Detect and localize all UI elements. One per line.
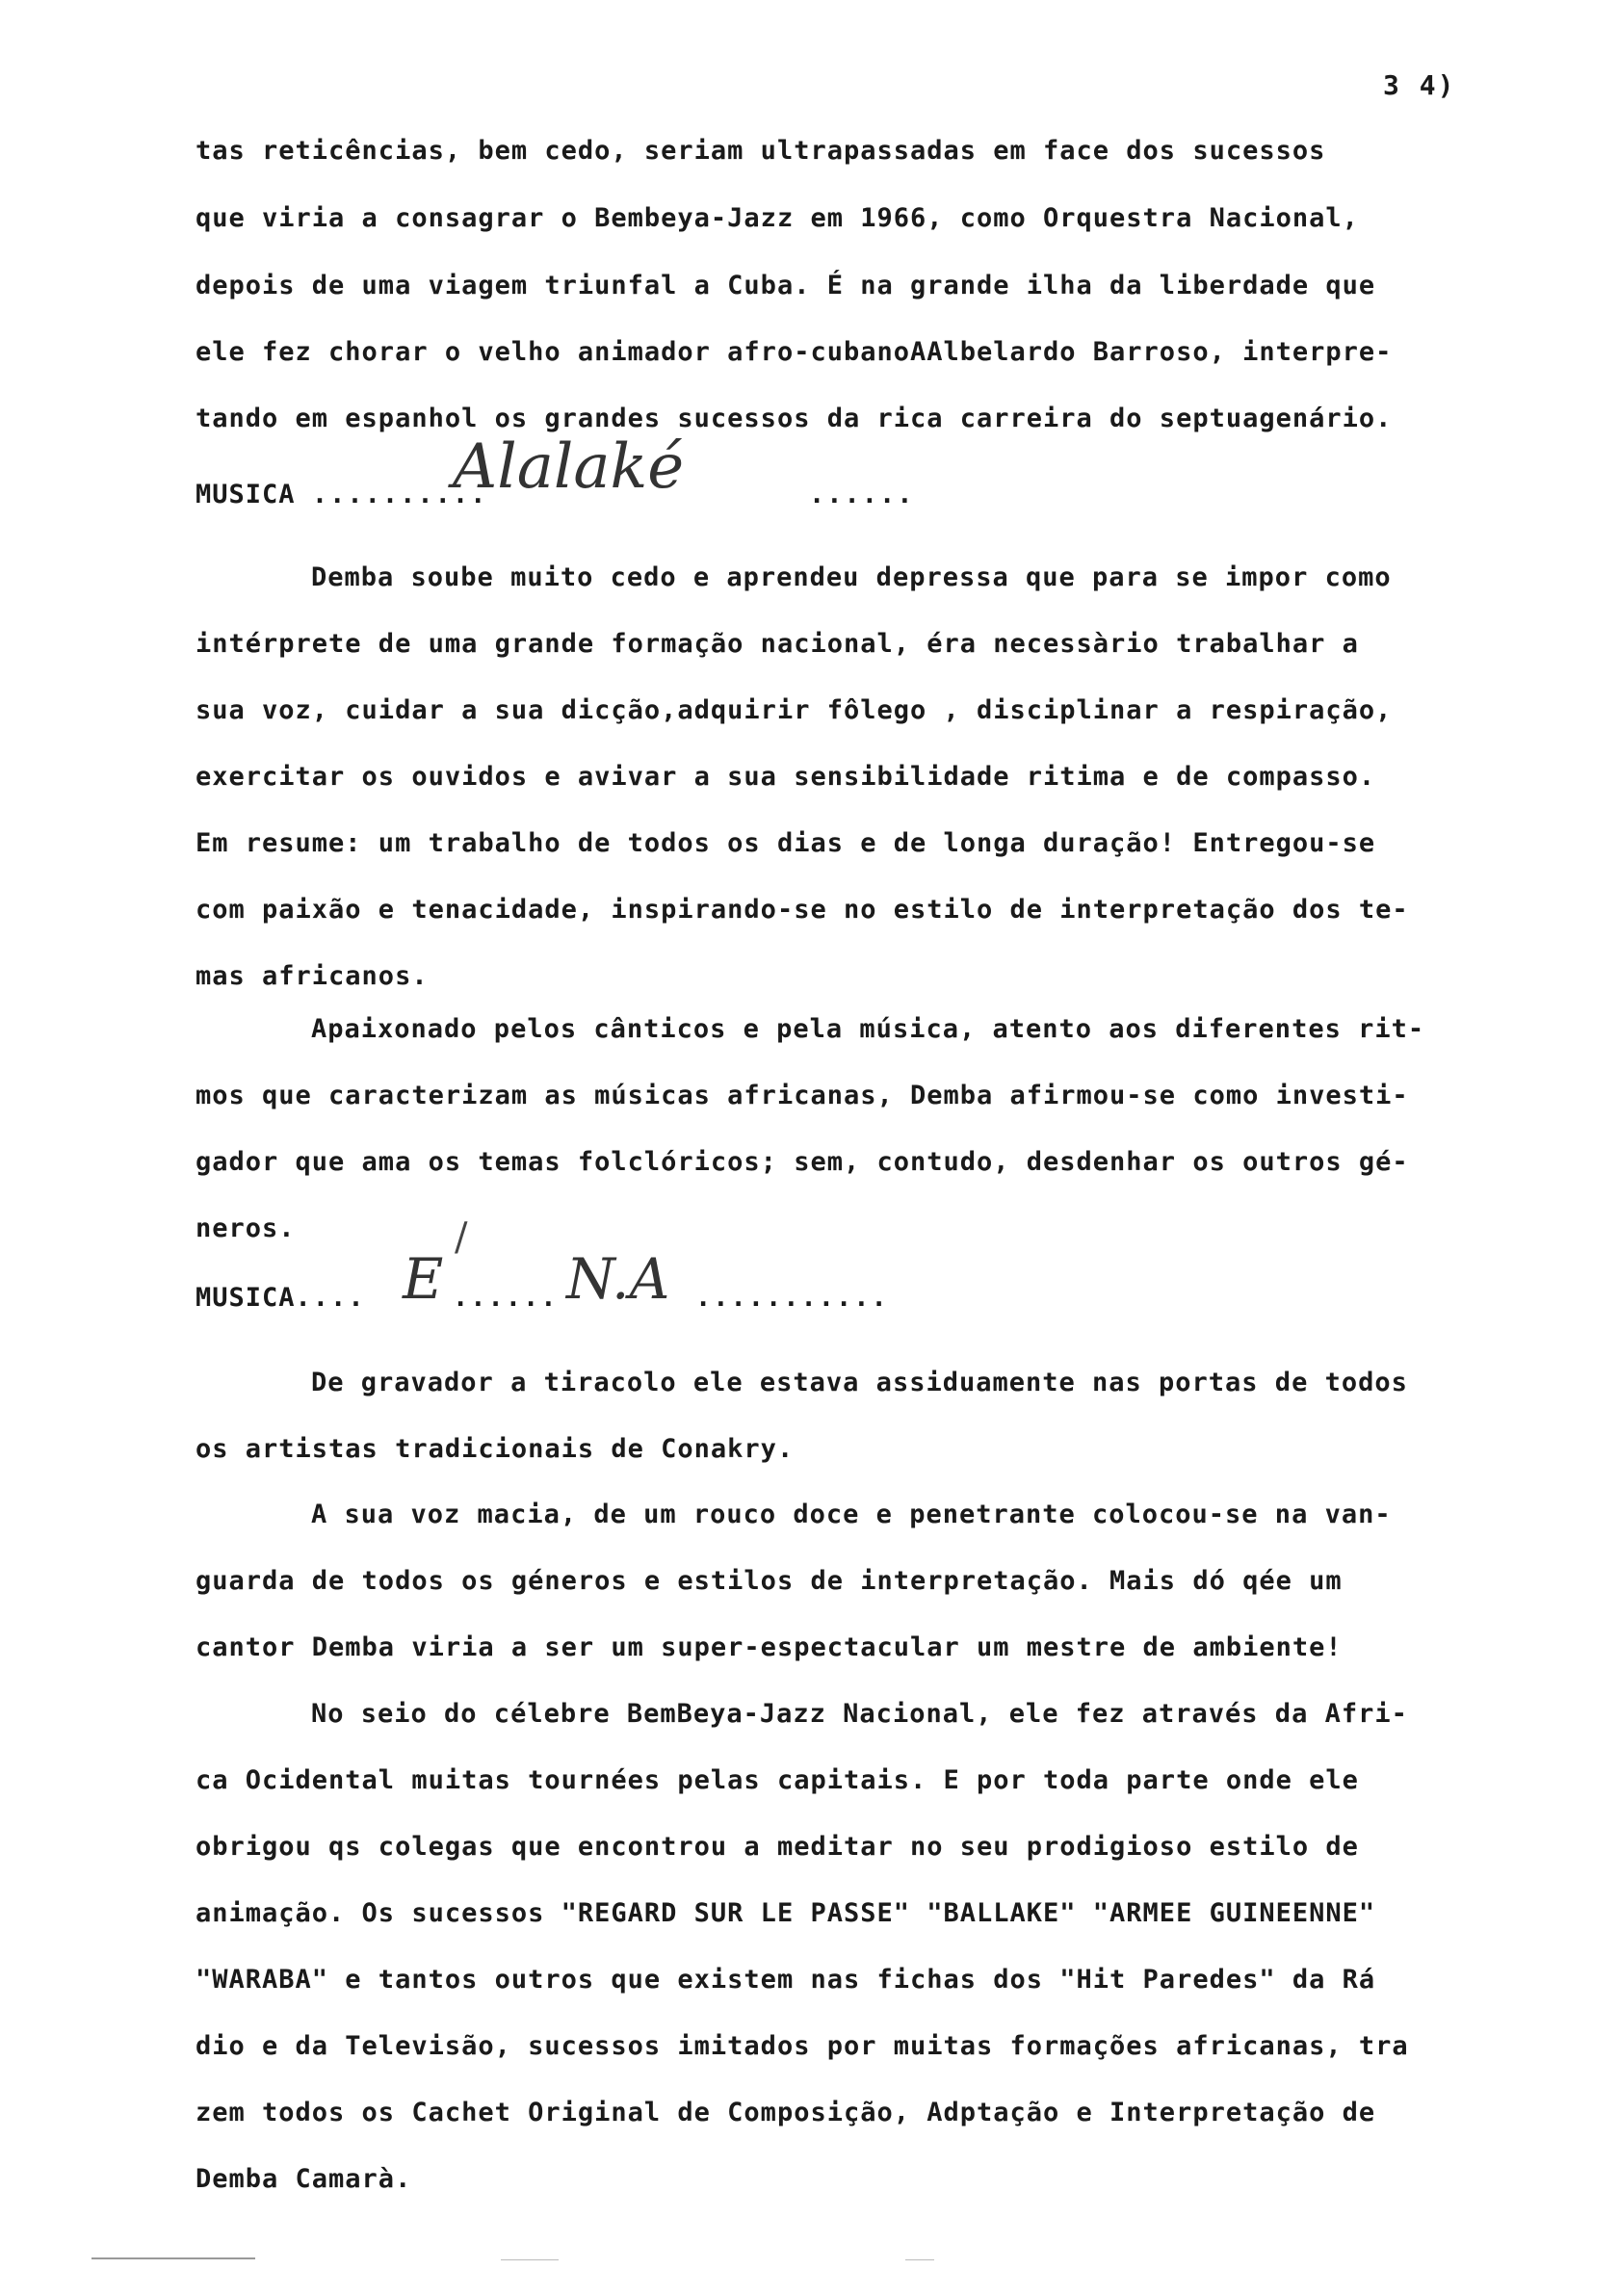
page-number: 3 4) xyxy=(1383,69,1456,101)
paragraph-6-line: animação. Os sucessos "REGARD SUR LE PASSE" "BALLAKE" "ARMEE GUINEENNE" xyxy=(196,1898,1376,1928)
music-label: MUSICA xyxy=(196,480,296,509)
paragraph-6-line: zem todos os Cachet Original de Composição, Adptação e Interpretação de xyxy=(196,2098,1376,2127)
paragraph-1-line: ele fez chorar o velho animador afro-cubanoAAlbelardo Barroso, interpre- xyxy=(196,337,1393,367)
paragraph-6-line: No seio do célebre BemBeya-Jazz Nacional, ele fez através da Afri- xyxy=(311,1699,1408,1729)
paragraph-6-line: dio e da Televisão, sucessos imitados por muitas formações africanas, tra xyxy=(196,2031,1409,2061)
paragraph-3-line: gador que ama os temas folclóricos; sem, contudo, desdenhar os outros gé- xyxy=(196,1147,1409,1177)
paragraph-3-line: mos que caracterizam as músicas africanas, Demba afirmou-se como investi- xyxy=(196,1081,1409,1110)
paragraph-4-line: os artistas tradicionais de Conakry. xyxy=(196,1434,795,1464)
dot-leader: ...... xyxy=(453,1283,559,1313)
paragraph-2-line: Em resume: um trabalho de todos os dias e de longa duração! Entregou-se xyxy=(196,828,1376,858)
paragraph-6-line: obrigou qs colegas que encontrou a meditar no seu prodigioso estilo de xyxy=(196,1832,1359,1862)
dot-leader: ........... xyxy=(695,1283,889,1313)
music-label: MUSICA xyxy=(196,1283,296,1313)
handwritten-song-title-part-2: N.A xyxy=(566,1246,670,1312)
paragraph-6-line: "WARABA" e tantos outros que existem nas fichas dos "Hit Paredes" da Rá xyxy=(196,1965,1376,1995)
paragraph-2-line: mas africanos. xyxy=(196,961,429,991)
paragraph-2-line: Demba soube muito cedo e aprendeu depressa que para se impor como xyxy=(311,562,1392,592)
paragraph-3-line: Apaixonado pelos cânticos e pela música, atento aos diferentes rit- xyxy=(311,1014,1425,1044)
bottom-rule xyxy=(91,2257,255,2259)
handwritten-song-title: Alalaké xyxy=(453,431,685,503)
paragraph-6-line: ca Ocidental muitas tournées pelas capitais. E por toda parte onde ele xyxy=(196,1765,1359,1795)
paragraph-1-line: que viria a consagrar o Bembeya-Jazz em 1966, como Orquestra Nacional, xyxy=(196,203,1359,233)
handwritten-tick-mark: / xyxy=(455,1215,468,1260)
paragraph-3-line: neros. xyxy=(196,1213,296,1243)
paragraph-4-line: De gravador a tiracolo ele estava assiduamente nas portas de todos xyxy=(311,1368,1408,1397)
dot-leader: ...... xyxy=(809,480,915,509)
paragraph-2-line: exercitar os ouvidos e avivar a sua sensibilidade ritima e de compasso. xyxy=(196,762,1376,792)
paragraph-6-line: Demba Camarà. xyxy=(196,2164,412,2194)
paragraph-5-line: cantor Demba viria a ser um super-espectacular um mestre de ambiente! xyxy=(196,1632,1343,1662)
scan-speck xyxy=(501,2259,559,2260)
paragraph-1-line: tando em espanhol os grandes sucessos da rica carreira do septuagenário. xyxy=(196,404,1393,433)
paragraph-1-line: tas reticências, bem cedo, seriam ultrapassadas em face dos sucessos xyxy=(196,136,1326,166)
paragraph-5-line: A sua voz macia, de um rouco doce e penetrante colocou-se na van- xyxy=(311,1500,1392,1529)
dot-leader: .... xyxy=(295,1283,366,1313)
handwritten-song-title-part-1: E xyxy=(403,1246,444,1312)
paragraph-2-line: com paixão e tenacidade, inspirando-se no estilo de interpretação dos te- xyxy=(196,895,1409,925)
dot-leader: .......... xyxy=(311,480,488,509)
paragraph-2-line: intérprete de uma grande formação nacional, éra necessàrio trabalhar a xyxy=(196,629,1359,659)
paragraph-1-line: depois de uma viagem triunfal a Cuba. É na grande ilha da liberdade que xyxy=(196,271,1376,300)
scan-speck xyxy=(905,2259,934,2260)
paragraph-5-line: guarda de todos os géneros e estilos de interpretação. Mais dó qée um xyxy=(196,1566,1343,1596)
paragraph-2-line: sua voz, cuidar a sua dicção,adquirir fôlego , disciplinar a respiração, xyxy=(196,695,1393,725)
